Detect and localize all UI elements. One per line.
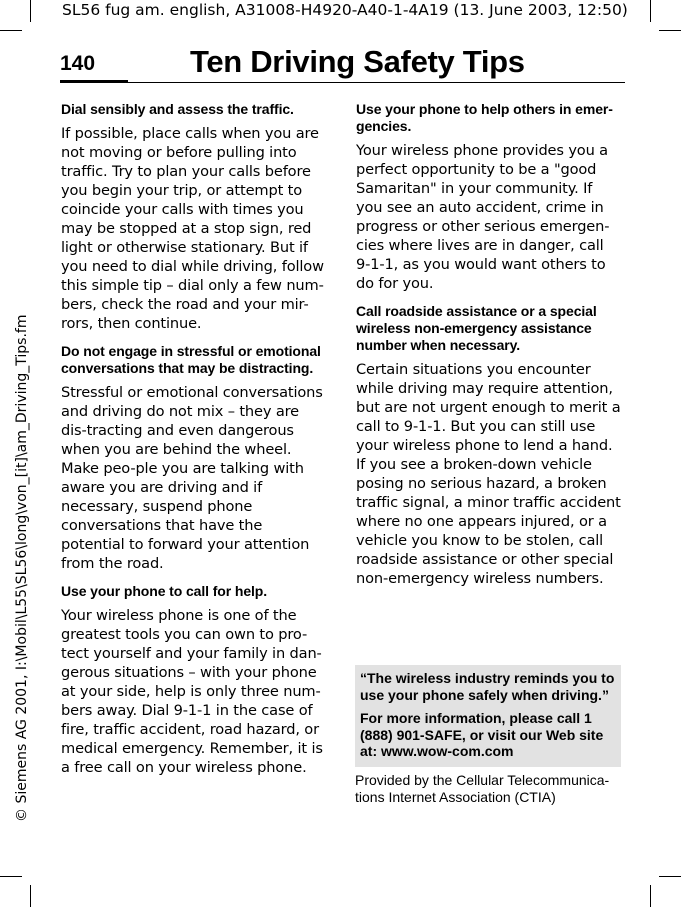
tip-section [61,583,327,777]
tip-body: If possible, place calls when you are not moving or before pulling into traffic. Try to plan your calls before you begin your trip, or attempt to coincide your calls with times you may be stopped at a stop sign, red light or otherwise stationary. But if you need to dial while driving, follow this simple tip – dial only a few num-bers, check the road and your mir-rors, then continue. [61,125,324,332]
crop-mark [30,0,31,22]
crop-mark [659,876,681,877]
page-number: 140 [60,52,96,75]
crop-mark [650,885,651,907]
tip-body: Your wireless phone provides you a perfect opportunity to be a "good Samaritan" in your community. If you see an auto accident, crime in progress or other serious emergen-cies where lives are in danger, call 9-1-1, as you would want others to do for you. [356,142,610,292]
title-underline [128,82,625,83]
tip-body: Stressful or emotional conversations and driving do not mix – they are dis-tracting and even dangerous when you are behind the wheel. Make peo-ple you are talking with aware you are driving and if necessary, suspend phone conversations that have the potential to forward your attention from the road. [61,384,323,572]
page-title: Ten Driving Safety Tips [190,44,525,79]
right-column [356,101,622,598]
tip-section [356,101,622,293]
tip-heading: Do not engage in stressful or emotional conversations that may be distracting. [61,343,321,376]
tip-heading: Use your phone to call for help. [61,583,268,599]
crop-mark [659,30,681,31]
left-column [61,101,327,787]
callout-contact-info: For more information, please call 1 (888) 901-SAFE, or visit our Web site at: www.wow-com.com [360,710,604,759]
crop-mark [30,885,31,907]
callout-quote: “The wireless industry reminds you to use your phone safely when driving.” [360,670,615,703]
tip-body: Your wireless phone is one of the greatest tools you can own to pro-tect yourself and your family in dan-gerous situations – with your phone at your side, help is only three num-bers away. Dial 9-1-1 in the case of fire, traffic accident, road hazard, or medical emergency. Remember, it is a free call on your wireless phone. [61,607,323,776]
sidebar-file-path: © Siemens AG 2001, I:\Mobil\L55\SL56\long\von_[it]\am_Driving_Tips.fm [14,314,30,822]
tip-section [356,303,622,588]
tip-heading: Call roadside assistance or a special wireless non-emergency assistance number when necessary. [356,303,597,353]
title-underline-accent [60,80,128,83]
crop-mark [0,30,22,31]
tip-section [61,343,327,573]
tip-heading: Use your phone to help others in emer-gencies. [356,101,613,134]
crop-mark [0,876,22,877]
source-credit: Provided by the Cellular Telecommunica-tions Internet Association (CTIA) [355,772,610,805]
tip-body: Certain situations you encounter while driving may require attention, but are not urgent enough to merit a call to 9-1-1. But you can still use your wireless phone to lend a hand. If you see a broken-down vehicle posing no serious hazard, a broken traffic signal, a minor traffic accident where no one appears injured, or a vehicle you know to be stolen, call roadside assistance or other special non-emergency wireless numbers. [356,361,621,587]
tip-section [61,101,327,333]
ctia-callout-box [355,665,621,767]
tip-heading: Dial sensibly and assess the traffic. [61,101,294,117]
print-meta-header: SL56 fug am. english, A31008-H4920-A40-1-4A19 (13. June 2003, 12:50) [62,1,628,19]
